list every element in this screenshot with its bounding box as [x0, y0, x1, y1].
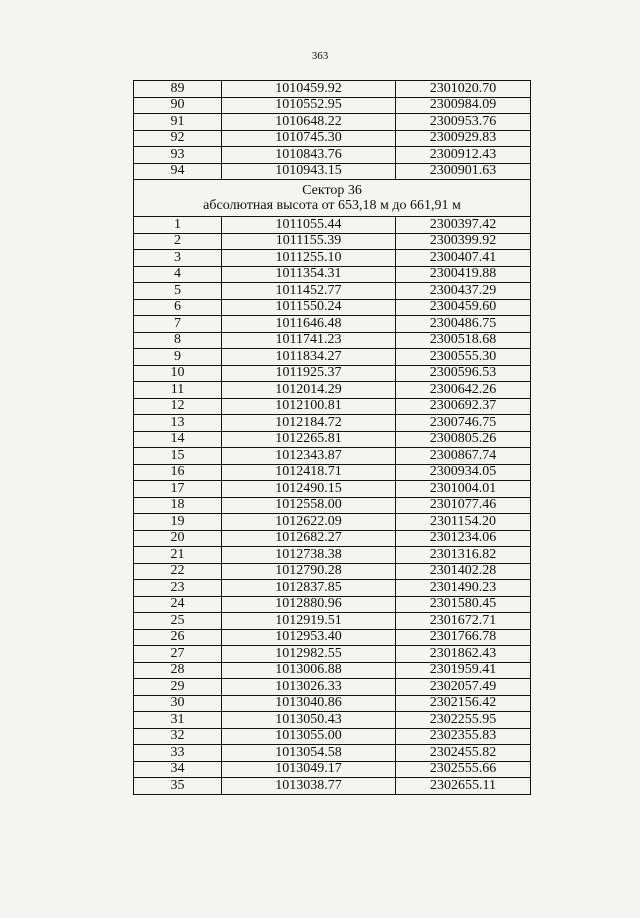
table-row — [134, 349, 531, 366]
point-number: 32 — [134, 728, 222, 745]
point-number: 22 — [134, 563, 222, 580]
table-row — [134, 662, 531, 679]
x-coordinate: 1010648.22 — [222, 114, 396, 131]
y-coordinate: 2301959.41 — [396, 662, 531, 679]
point-number: 25 — [134, 613, 222, 630]
x-coordinate: 1011834.27 — [222, 349, 396, 366]
x-coordinate: 1011155.39 — [222, 233, 396, 250]
y-coordinate: 2300419.88 — [396, 266, 531, 283]
y-coordinate: 2300518.68 — [396, 332, 531, 349]
table-row — [134, 464, 531, 481]
y-coordinate: 2302255.95 — [396, 712, 531, 729]
point-number: 6 — [134, 299, 222, 316]
sector-subtitle: абсолютная высота от 653,18 м до 661,91 м — [203, 198, 461, 213]
y-coordinate: 2301154.20 — [396, 514, 531, 531]
x-coordinate: 1013006.88 — [222, 662, 396, 679]
x-coordinate: 1013040.86 — [222, 695, 396, 712]
sector-title: Сектор 36 — [302, 183, 362, 198]
x-coordinate: 1012953.40 — [222, 629, 396, 646]
y-coordinate: 2300984.09 — [396, 97, 531, 114]
table-row — [134, 613, 531, 630]
point-number: 9 — [134, 349, 222, 366]
table-row — [134, 761, 531, 778]
x-coordinate: 1011550.24 — [222, 299, 396, 316]
y-coordinate: 2300437.29 — [396, 283, 531, 300]
x-coordinate: 1012490.15 — [222, 481, 396, 498]
y-coordinate: 2301020.70 — [396, 81, 531, 98]
y-coordinate: 2300805.26 — [396, 431, 531, 448]
y-coordinate: 2301004.01 — [396, 481, 531, 498]
table-row — [134, 266, 531, 283]
coordinates-table — [133, 80, 531, 795]
table-row — [134, 382, 531, 399]
x-coordinate: 1012558.00 — [222, 497, 396, 514]
sector-header — [134, 180, 531, 217]
point-number: 27 — [134, 646, 222, 663]
table-row — [134, 316, 531, 333]
y-coordinate: 2300953.76 — [396, 114, 531, 131]
y-coordinate: 2301672.71 — [396, 613, 531, 630]
x-coordinate: 1012343.87 — [222, 448, 396, 465]
table-row — [134, 299, 531, 316]
table-row — [134, 646, 531, 663]
point-number: 33 — [134, 745, 222, 762]
x-coordinate: 1012837.85 — [222, 580, 396, 597]
y-coordinate: 2300397.42 — [396, 217, 531, 234]
table-row — [134, 130, 531, 147]
y-coordinate: 2302156.42 — [396, 695, 531, 712]
x-coordinate: 1012880.96 — [222, 596, 396, 613]
point-number: 23 — [134, 580, 222, 597]
x-coordinate: 1012014.29 — [222, 382, 396, 399]
x-coordinate: 1011741.23 — [222, 332, 396, 349]
x-coordinate: 1011055.44 — [222, 217, 396, 234]
point-number: 15 — [134, 448, 222, 465]
point-number: 14 — [134, 431, 222, 448]
x-coordinate: 1012184.72 — [222, 415, 396, 432]
x-coordinate: 1011354.31 — [222, 266, 396, 283]
x-coordinate: 1010943.15 — [222, 163, 396, 180]
y-coordinate: 2301490.23 — [396, 580, 531, 597]
x-coordinate: 1013049.17 — [222, 761, 396, 778]
sector-header-group — [134, 180, 531, 217]
table-row — [134, 163, 531, 180]
y-coordinate: 2301234.06 — [396, 530, 531, 547]
table-row — [134, 81, 531, 98]
point-number: 89 — [134, 81, 222, 98]
table-row — [134, 629, 531, 646]
y-coordinate: 2301077.46 — [396, 497, 531, 514]
y-coordinate: 2300912.43 — [396, 147, 531, 164]
point-number: 31 — [134, 712, 222, 729]
y-coordinate: 2300399.92 — [396, 233, 531, 250]
table-row — [134, 580, 531, 597]
y-coordinate: 2300692.37 — [396, 398, 531, 415]
point-number: 8 — [134, 332, 222, 349]
point-number: 92 — [134, 130, 222, 147]
point-number: 12 — [134, 398, 222, 415]
table-row — [134, 365, 531, 382]
x-coordinate: 1010745.30 — [222, 130, 396, 147]
x-coordinate: 1012265.81 — [222, 431, 396, 448]
point-number: 26 — [134, 629, 222, 646]
table-row — [134, 431, 531, 448]
table-row — [134, 332, 531, 349]
point-number: 17 — [134, 481, 222, 498]
point-number: 1 — [134, 217, 222, 234]
table-row — [134, 398, 531, 415]
point-number: 34 — [134, 761, 222, 778]
x-coordinate: 1012919.51 — [222, 613, 396, 630]
x-coordinate: 1010459.92 — [222, 81, 396, 98]
table-row — [134, 728, 531, 745]
point-number: 93 — [134, 147, 222, 164]
table-row — [134, 114, 531, 131]
point-number: 91 — [134, 114, 222, 131]
y-coordinate: 2301580.45 — [396, 596, 531, 613]
x-coordinate: 1011925.37 — [222, 365, 396, 382]
y-coordinate: 2302655.11 — [396, 778, 531, 795]
x-coordinate: 1012100.81 — [222, 398, 396, 415]
y-coordinate: 2300934.05 — [396, 464, 531, 481]
y-coordinate: 2300901.63 — [396, 163, 531, 180]
rows-after — [134, 217, 531, 795]
point-number: 90 — [134, 97, 222, 114]
point-number: 30 — [134, 695, 222, 712]
y-coordinate: 2300746.75 — [396, 415, 531, 432]
y-coordinate: 2301402.28 — [396, 563, 531, 580]
point-number: 24 — [134, 596, 222, 613]
y-coordinate: 2302057.49 — [396, 679, 531, 696]
x-coordinate: 1013038.77 — [222, 778, 396, 795]
table-row — [134, 283, 531, 300]
table-row — [134, 530, 531, 547]
x-coordinate: 1010843.76 — [222, 147, 396, 164]
x-coordinate: 1012622.09 — [222, 514, 396, 531]
table-row — [134, 233, 531, 250]
table-row — [134, 250, 531, 267]
rows-before — [134, 81, 531, 180]
y-coordinate: 2300596.53 — [396, 365, 531, 382]
y-coordinate: 2300459.60 — [396, 299, 531, 316]
x-coordinate: 1012418.71 — [222, 464, 396, 481]
y-coordinate: 2301862.43 — [396, 646, 531, 663]
table-row — [134, 547, 531, 564]
table-row — [134, 563, 531, 580]
table-row — [134, 596, 531, 613]
table-row — [134, 97, 531, 114]
x-coordinate: 1013050.43 — [222, 712, 396, 729]
y-coordinate: 2300555.30 — [396, 349, 531, 366]
y-coordinate: 2302455.82 — [396, 745, 531, 762]
point-number: 13 — [134, 415, 222, 432]
table-row — [134, 778, 531, 795]
table-row — [134, 695, 531, 712]
table-row — [134, 497, 531, 514]
point-number: 94 — [134, 163, 222, 180]
x-coordinate: 1010552.95 — [222, 97, 396, 114]
x-coordinate: 1013055.00 — [222, 728, 396, 745]
point-number: 29 — [134, 679, 222, 696]
point-number: 5 — [134, 283, 222, 300]
table-row — [134, 448, 531, 465]
x-coordinate: 1011452.77 — [222, 283, 396, 300]
y-coordinate: 2300929.83 — [396, 130, 531, 147]
point-number: 2 — [134, 233, 222, 250]
point-number: 35 — [134, 778, 222, 795]
y-coordinate: 2300486.75 — [396, 316, 531, 333]
x-coordinate: 1012982.55 — [222, 646, 396, 663]
x-coordinate: 1012738.38 — [222, 547, 396, 564]
x-coordinate: 1013054.58 — [222, 745, 396, 762]
point-number: 11 — [134, 382, 222, 399]
y-coordinate: 2302555.66 — [396, 761, 531, 778]
table-row — [134, 481, 531, 498]
y-coordinate: 2300407.41 — [396, 250, 531, 267]
table-row — [134, 679, 531, 696]
table-row — [134, 514, 531, 531]
point-number: 21 — [134, 547, 222, 564]
page-number: 363 — [311, 50, 329, 62]
point-number: 19 — [134, 514, 222, 531]
sector-header-row — [134, 180, 531, 217]
point-number: 3 — [134, 250, 222, 267]
y-coordinate: 2301316.82 — [396, 547, 531, 564]
y-coordinate: 2301766.78 — [396, 629, 531, 646]
x-coordinate: 1011255.10 — [222, 250, 396, 267]
table-row — [134, 147, 531, 164]
x-coordinate: 1011646.48 — [222, 316, 396, 333]
point-number: 7 — [134, 316, 222, 333]
y-coordinate: 2302355.83 — [396, 728, 531, 745]
table-row — [134, 745, 531, 762]
point-number: 20 — [134, 530, 222, 547]
point-number: 10 — [134, 365, 222, 382]
x-coordinate: 1013026.33 — [222, 679, 396, 696]
point-number: 4 — [134, 266, 222, 283]
table-row — [134, 712, 531, 729]
table-row — [134, 217, 531, 234]
point-number: 28 — [134, 662, 222, 679]
x-coordinate: 1012682.27 — [222, 530, 396, 547]
y-coordinate: 2300867.74 — [396, 448, 531, 465]
y-coordinate: 2300642.26 — [396, 382, 531, 399]
table-row — [134, 415, 531, 432]
point-number: 18 — [134, 497, 222, 514]
x-coordinate: 1012790.28 — [222, 563, 396, 580]
point-number: 16 — [134, 464, 222, 481]
